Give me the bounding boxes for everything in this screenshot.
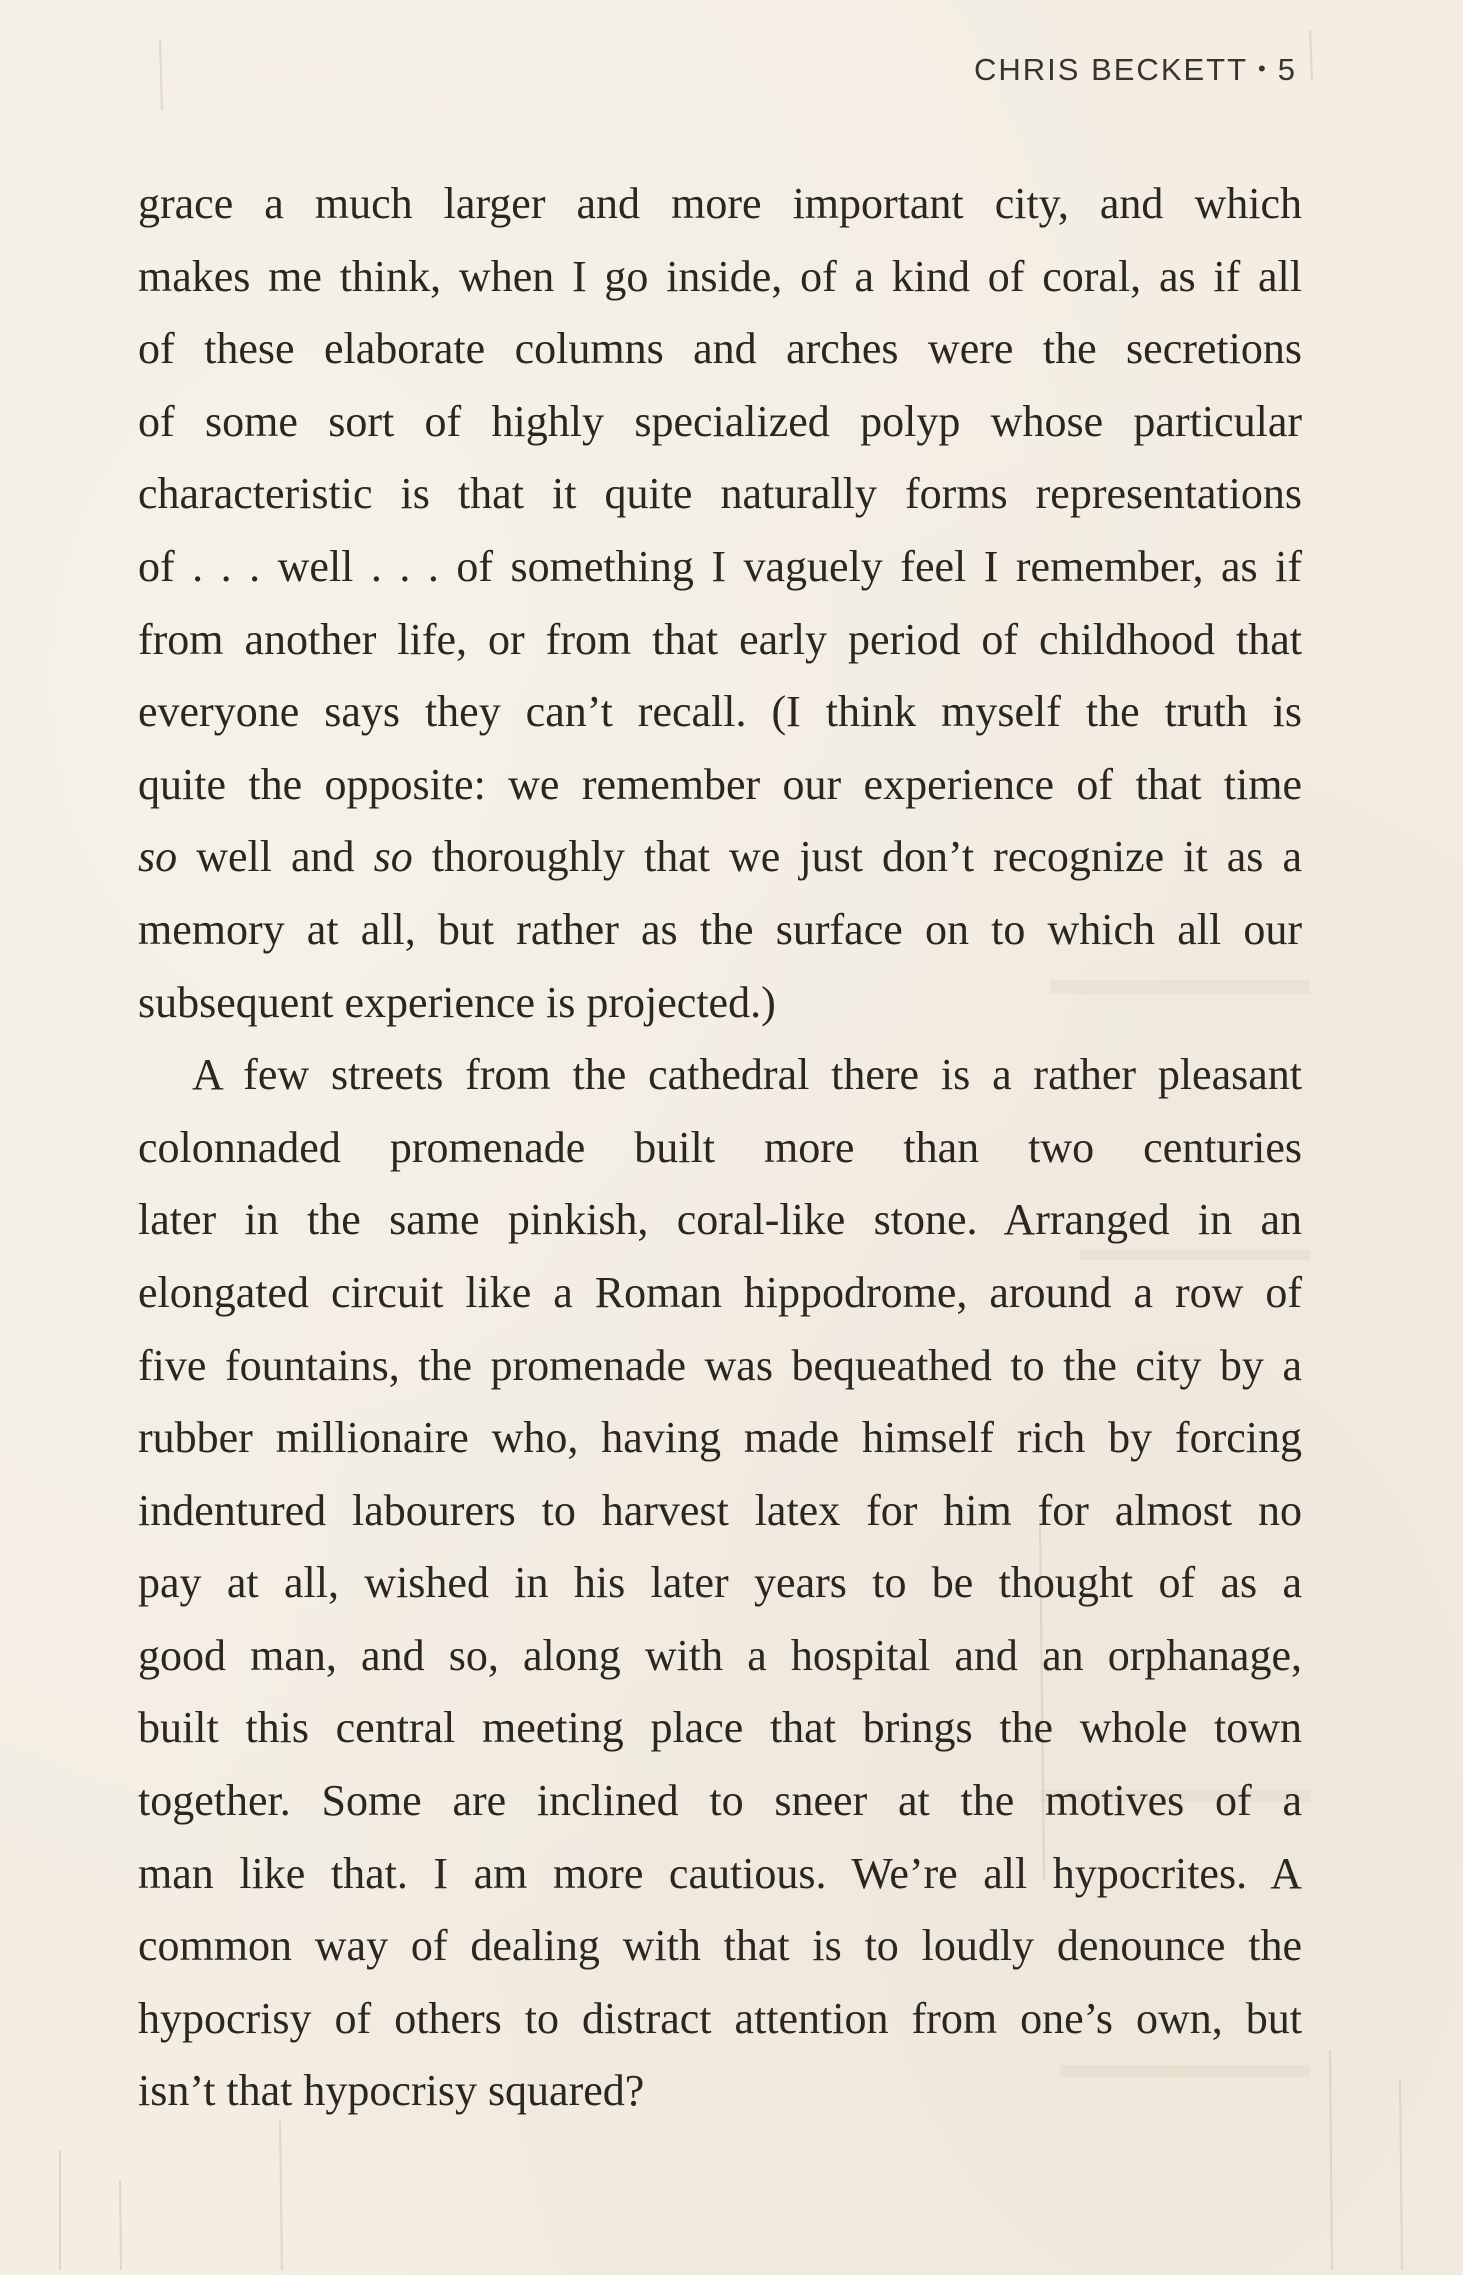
text-line: built this central meeting place that brings the whole town [138,1703,1302,1753]
text-line-italic-mix [138,821,1302,894]
header-page-number: 5 [1277,52,1297,87]
text-line: hypocrisy of others to distract attention from one’s own, but [138,1993,1302,2043]
text-line: of . . . well . . . of something I vaguely feel I remember, as if [138,541,1302,591]
header-separator: • [1258,56,1268,81]
text-line: from another life, or from that early period of childhood that [138,614,1302,664]
body-text [138,168,1302,2128]
text-line: together. Some are inclined to sneer at the motives of a [138,1776,1302,1826]
header-author: CHRIS BECKETT [974,52,1249,87]
text-line: later in the same pinkish, coral-like stone. Arranged in an [138,1195,1302,1245]
text-line: makes me think, when I go inside, of a kind of coral, as if all [138,251,1302,301]
text-fragment: thoroughly that we just don’t recognize it as a [412,832,1302,882]
text-line: of some sort of highly specialized polyp whose particular [138,396,1302,446]
paragraph-end-line: subsequent experience is projected.) [138,977,776,1027]
text-line: quite the opposite: we remember our experience of that time [138,759,1302,809]
text-line: man like that. I am more cautious. We’re all hypocrites. A [138,1848,1302,1898]
text-line: colonnaded promenade built more than two centuries [138,1122,1302,1172]
italic-word: so [373,832,413,882]
text-line: grace a much larger and more important city, and which [138,179,1302,228]
text-line: five fountains, the promenade was bequeathed to the city by a [138,1340,1302,1390]
running-header [974,52,1297,88]
text-line: good man, and so, along with a hospital and an orphanage, [138,1630,1302,1680]
text-line: of these elaborate columns and arches were the secretions [138,324,1302,374]
text-line: rubber millionaire who, having made himself rich by forcing [138,1413,1302,1463]
text-line: everyone says they can’t recall. (I think myself the truth is [138,687,1302,737]
paragraph-start-line: A few streets from the cathedral there is a rather pleasant [192,1050,1302,1100]
text-line: elongated circuit like a Roman hippodrome, around a row of [138,1267,1302,1317]
italic-word: so [138,832,178,882]
text-line: pay at all, wished in his later years to be thought of as a [138,1558,1302,1608]
text-line: indentured labourers to harvest latex for him for almost no [138,1485,1302,1535]
text-line: common way of dealing with that is to loudly denounce the [138,1921,1302,1971]
text-line: memory at all, but rather as the surface on to which all our [138,904,1302,954]
text-fragment: well and [177,832,374,882]
text-line: characteristic is that it quite naturally forms representations [138,469,1302,519]
paragraph-end-line: isn’t that hypocrisy squared? [138,2066,645,2116]
